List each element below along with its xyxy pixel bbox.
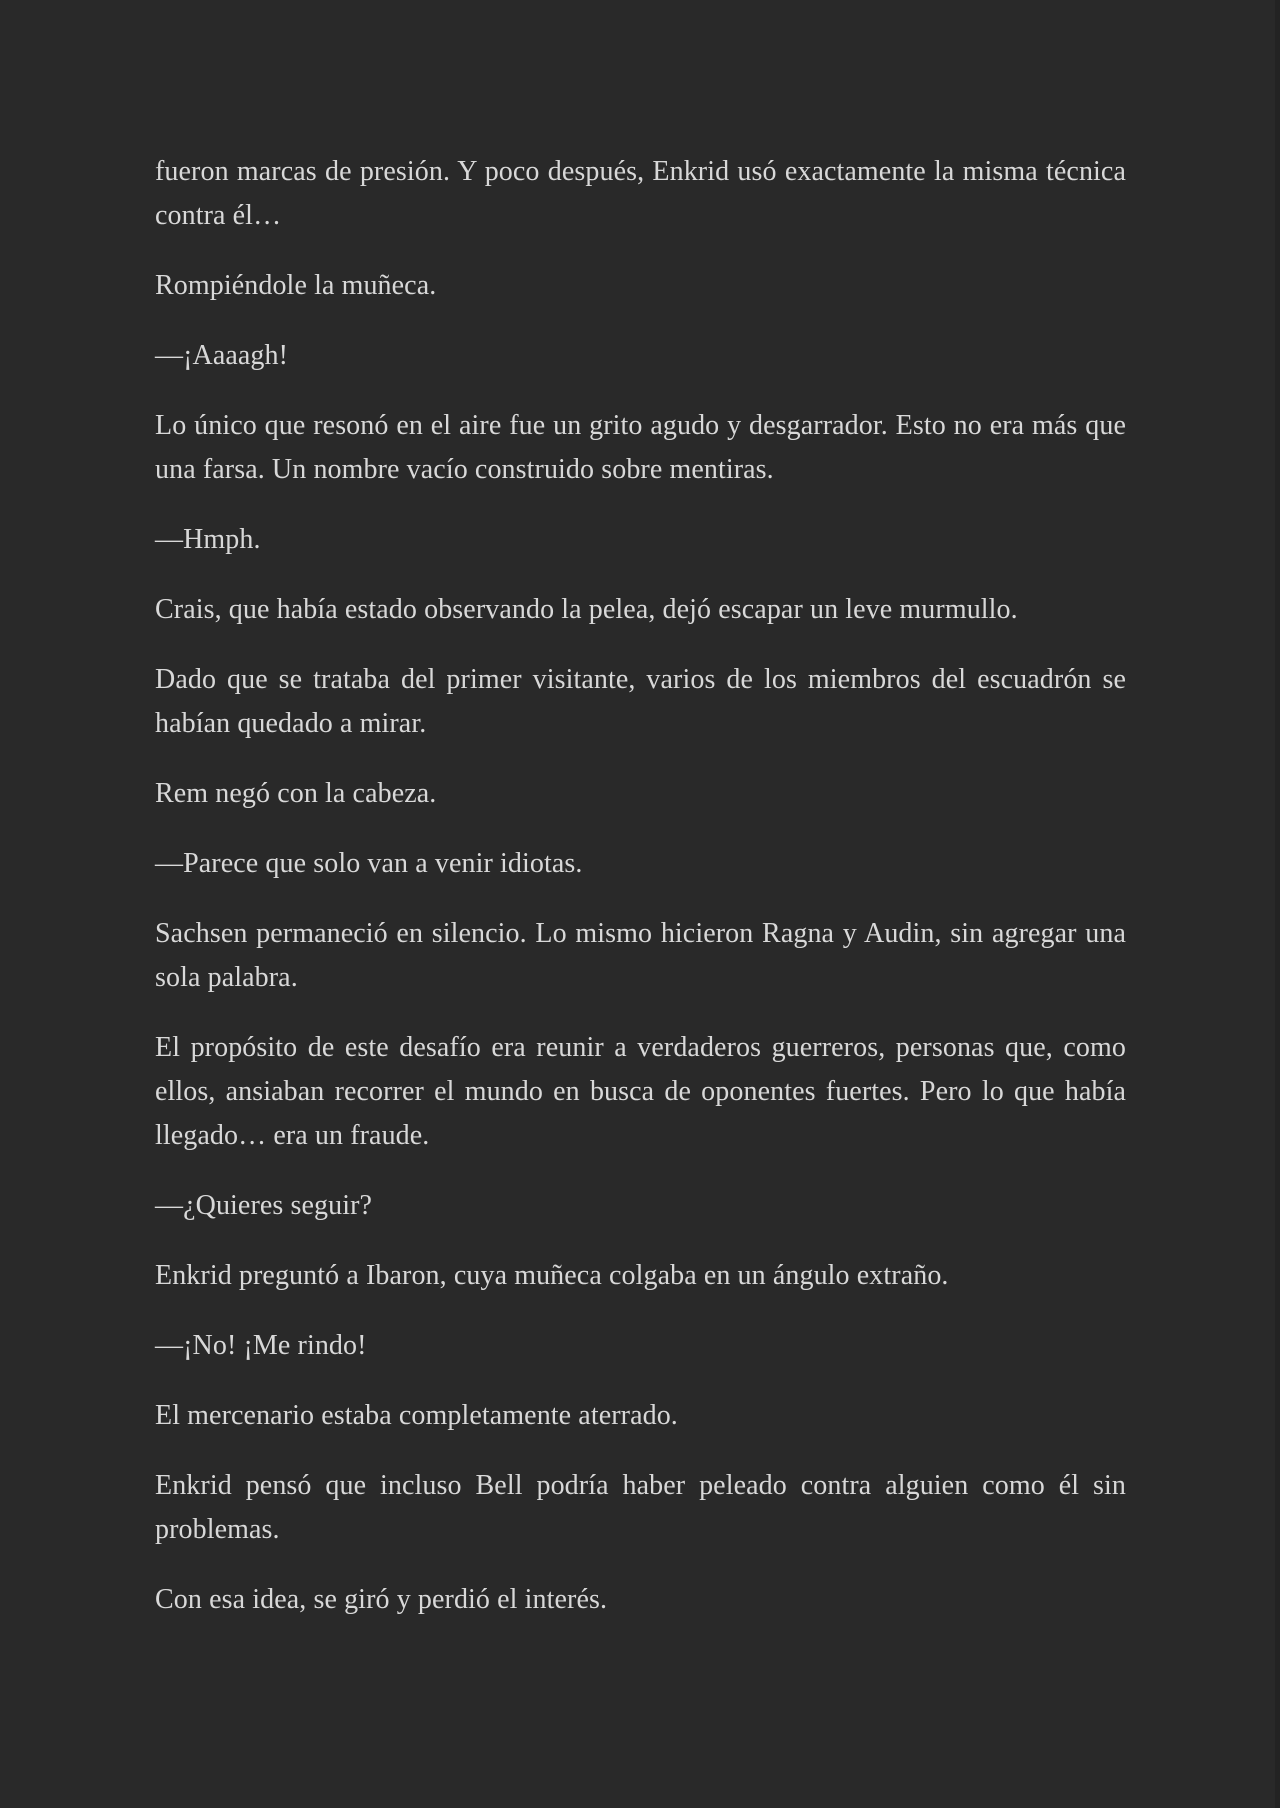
paragraph: El propósito de este desafío era reunir a verdaderos guerreros, personas que, como ellos, ansiaban recorrer el mundo en busca de oponentes fuertes. Pero lo que había llegado… era un fraude. — [155, 1032, 1126, 1151]
text-column — [155, 150, 1126, 1622]
paragraph: fueron marcas de presión. Y poco después, Enkrid usó exactamente la misma técnica contra él… — [155, 156, 1126, 231]
paragraph: Con esa idea, se giró y perdió el interés. — [155, 1584, 608, 1615]
paragraph: —Hmph. — [155, 524, 261, 555]
paragraph: Enkrid pensó que incluso Bell podría haber peleado contra alguien como él sin problemas. — [155, 1470, 1126, 1545]
paragraph: —¡No! ¡Me rindo! — [155, 1330, 367, 1361]
paragraph: Lo único que resonó en el aire fue un grito agudo y desgarrador. Esto no era más que una farsa. Un nombre vacío construido sobre mentiras. — [155, 410, 1126, 485]
paragraph: —Parece que solo van a venir idiotas. — [155, 848, 583, 879]
paragraph: El mercenario estaba completamente aterrado. — [155, 1400, 678, 1431]
paragraph: Crais, que había estado observando la pelea, dejó escapar un leve murmullo. — [155, 594, 1018, 625]
paragraph: —¡Aaaagh! — [155, 340, 289, 371]
paragraph: Sachsen permaneció en silencio. Lo mismo hicieron Ragna y Audin, sin agregar una sola palabra. — [155, 918, 1126, 993]
paragraph: Rompiéndole la muñeca. — [155, 270, 437, 301]
paragraph: Rem negó con la cabeza. — [155, 778, 437, 809]
paragraph: Enkrid preguntó a Ibaron, cuya muñeca colgaba en un ángulo extraño. — [155, 1260, 949, 1291]
paragraph: Dado que se trataba del primer visitante, varios de los miembros del escuadrón se habían quedado a mirar. — [155, 664, 1126, 739]
paragraph: —¿Quieres seguir? — [155, 1190, 373, 1221]
